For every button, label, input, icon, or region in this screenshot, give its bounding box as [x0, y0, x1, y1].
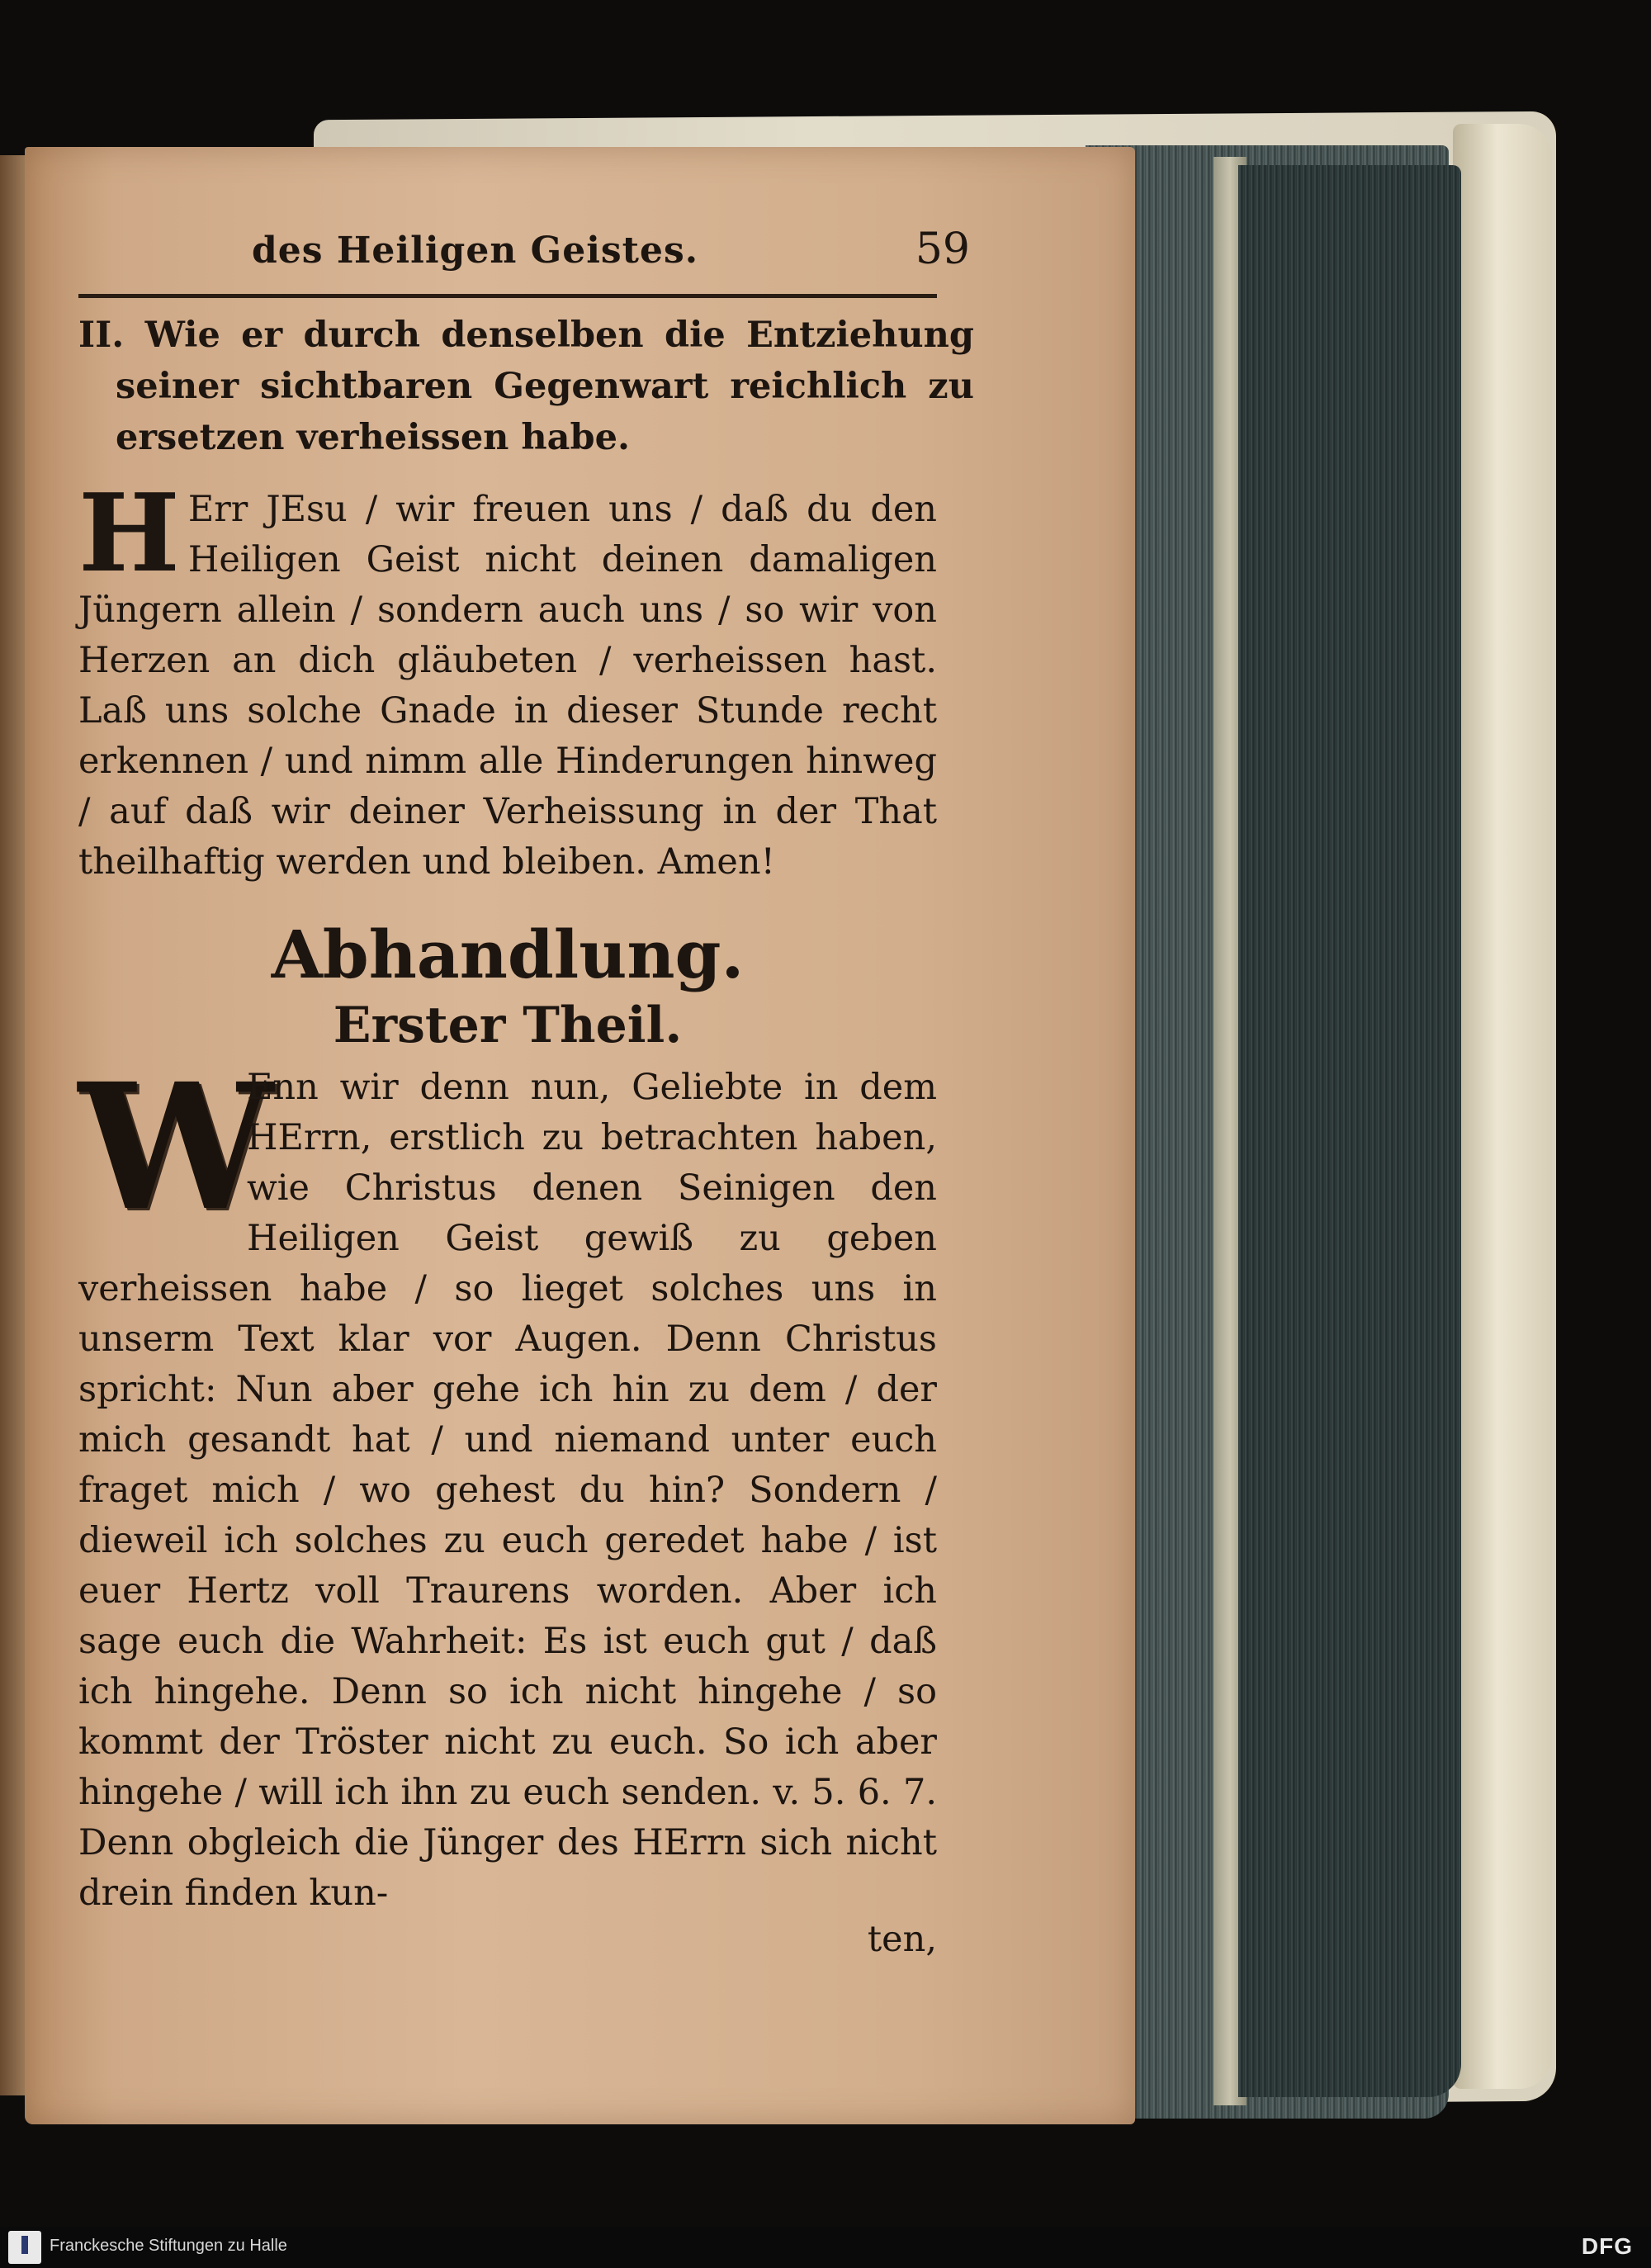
section-heading-II: II. Wie er durch denselben die Entziehung seiner sichtbaren Gegenwart reichlich zu ersetzen verheissen habe. — [78, 315, 974, 458]
header-rule — [78, 294, 937, 298]
decorated-drop-cap: W — [78, 1045, 273, 1249]
footer-institution: Franckesche Stiftungen zu Halle — [50, 2237, 287, 2255]
cover-fore-edge — [1453, 124, 1552, 2089]
page-content — [78, 225, 974, 1960]
part-title: Erster Theil. — [333, 997, 683, 1054]
footer-dfg-logo: DFG — [1581, 2233, 1633, 2259]
printed-page — [25, 147, 1135, 2124]
section-title: Abhandlung. — [271, 916, 745, 993]
body-paragraph — [78, 1045, 937, 1919]
prayer-paragraph — [78, 470, 937, 888]
body-text: Enn wir denn nun, Geliebte in dem HErrn, erstlich zu betrachten haben, wie Christus denen Seinigen den Heiligen Geist gewiß zu geben verheissen habe / so lieget solches uns in unserm Text klar vor Augen. Denn Christus spricht: Nun aber gehe ich hin zu dem / der mich gesandt hat / und niemand unter euch fraget mich / wo gehest du hin? Sondern / dieweil ich solches zu euch geredet habe / ist euer Hertz voll Traurens worden. Aber ich sage euch die Wahrheit: Es ist euch gut / daß ich hingehe. Denn so ich nicht hingehe / so kommt der Tröster nicht zu euch. So ich aber hingehe / will ich ihn zu euch senden. v. 5. 6. 7. Denn obgleich die Jünger des HErrn sich nicht drein finden kun- — [78, 1067, 937, 1914]
francke-foundation-logo-icon — [8, 2231, 41, 2264]
logo-figure — [21, 2236, 28, 2254]
running-title: des Heiligen Geistes. — [252, 230, 699, 272]
page-block-edges-right — [1238, 165, 1461, 2097]
page-number: 59 — [915, 225, 970, 274]
prayer-initial: H — [78, 470, 180, 596]
prayer-text: Err JEsu / wir freuen uns / daß du den Heiligen Geist nicht deinen damaligen Jüngern allein / sondern auch uns / so wir von Herzen an dich gläubeten / verheissen hast. Laß uns solche Gnade in dieser Stunde recht erkennen / und nimm alle Hinderungen hinweg / auf daß wir deiner Verheissung in der That theilhaftig werden und bleiben. Amen! — [78, 489, 937, 883]
catchword: ten, — [867, 1919, 937, 1960]
running-head — [78, 225, 970, 279]
